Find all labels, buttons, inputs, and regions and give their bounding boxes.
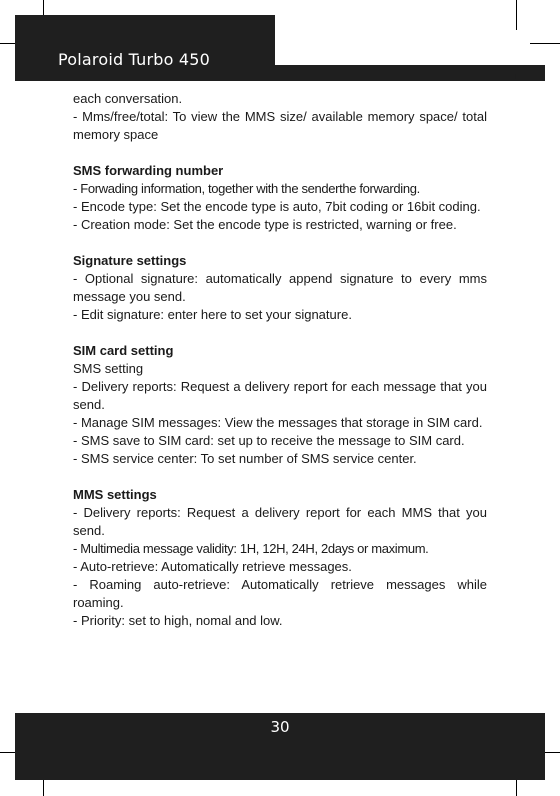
- header-band: [15, 15, 545, 81]
- section-heading: Signature settings: [73, 253, 187, 268]
- paragraph: - Auto-retrieve: Automatically retrieve messages.: [73, 559, 352, 574]
- paragraph: - Encode type: Set the encode type is auto, 7bit coding or 16bit coding.: [73, 199, 481, 214]
- section-heading: SMS forwarding number: [73, 163, 224, 178]
- paragraph: - Multimedia message validity: 1H, 12H, 24H, 2days or maximum.: [73, 541, 429, 556]
- paragraph: SMS setting: [73, 361, 144, 376]
- paragraph: - Optional signature: automatically append signature to every mms message you send.: [73, 271, 487, 304]
- section-heading: MMS settings: [73, 487, 157, 502]
- page-number: 30: [270, 718, 290, 736]
- paragraph: - SMS save to SIM card: set up to receive the message to SIM card.: [73, 433, 465, 448]
- document-body: [73, 90, 487, 630]
- paragraph: - Mms/free/total: To view the MMS size/ available memory space/ total memory space: [73, 109, 487, 142]
- paragraph: - Priority: set to high, nomal and low.: [73, 613, 283, 628]
- header-tab-round: [515, 65, 545, 81]
- section-heading: SIM card setting: [73, 343, 174, 358]
- page-title: Polaroid Turbo 450: [58, 50, 211, 69]
- paragraph: - Delivery reports: Request a delivery report for each message that you send.: [73, 379, 487, 412]
- paragraph: - Delivery reports: Request a delivery report for each MMS that you send.: [73, 505, 487, 538]
- paragraph: - Edit signature: enter here to set your signature.: [73, 307, 352, 322]
- paragraph: - Forwading information, together with the senderthe forwarding.: [73, 181, 420, 196]
- paragraph: - Manage SIM messages: View the messages that storage in SIM card.: [73, 415, 483, 430]
- paragraph: each conversation.: [73, 91, 183, 106]
- paragraph: - Creation mode: Set the encode type is restricted, warning or free.: [73, 217, 457, 232]
- paragraph: - SMS service center: To set number of SMS service center.: [73, 451, 417, 466]
- paragraph: - Roaming auto-retrieve: Automatically retrieve messages while roaming.: [73, 577, 487, 610]
